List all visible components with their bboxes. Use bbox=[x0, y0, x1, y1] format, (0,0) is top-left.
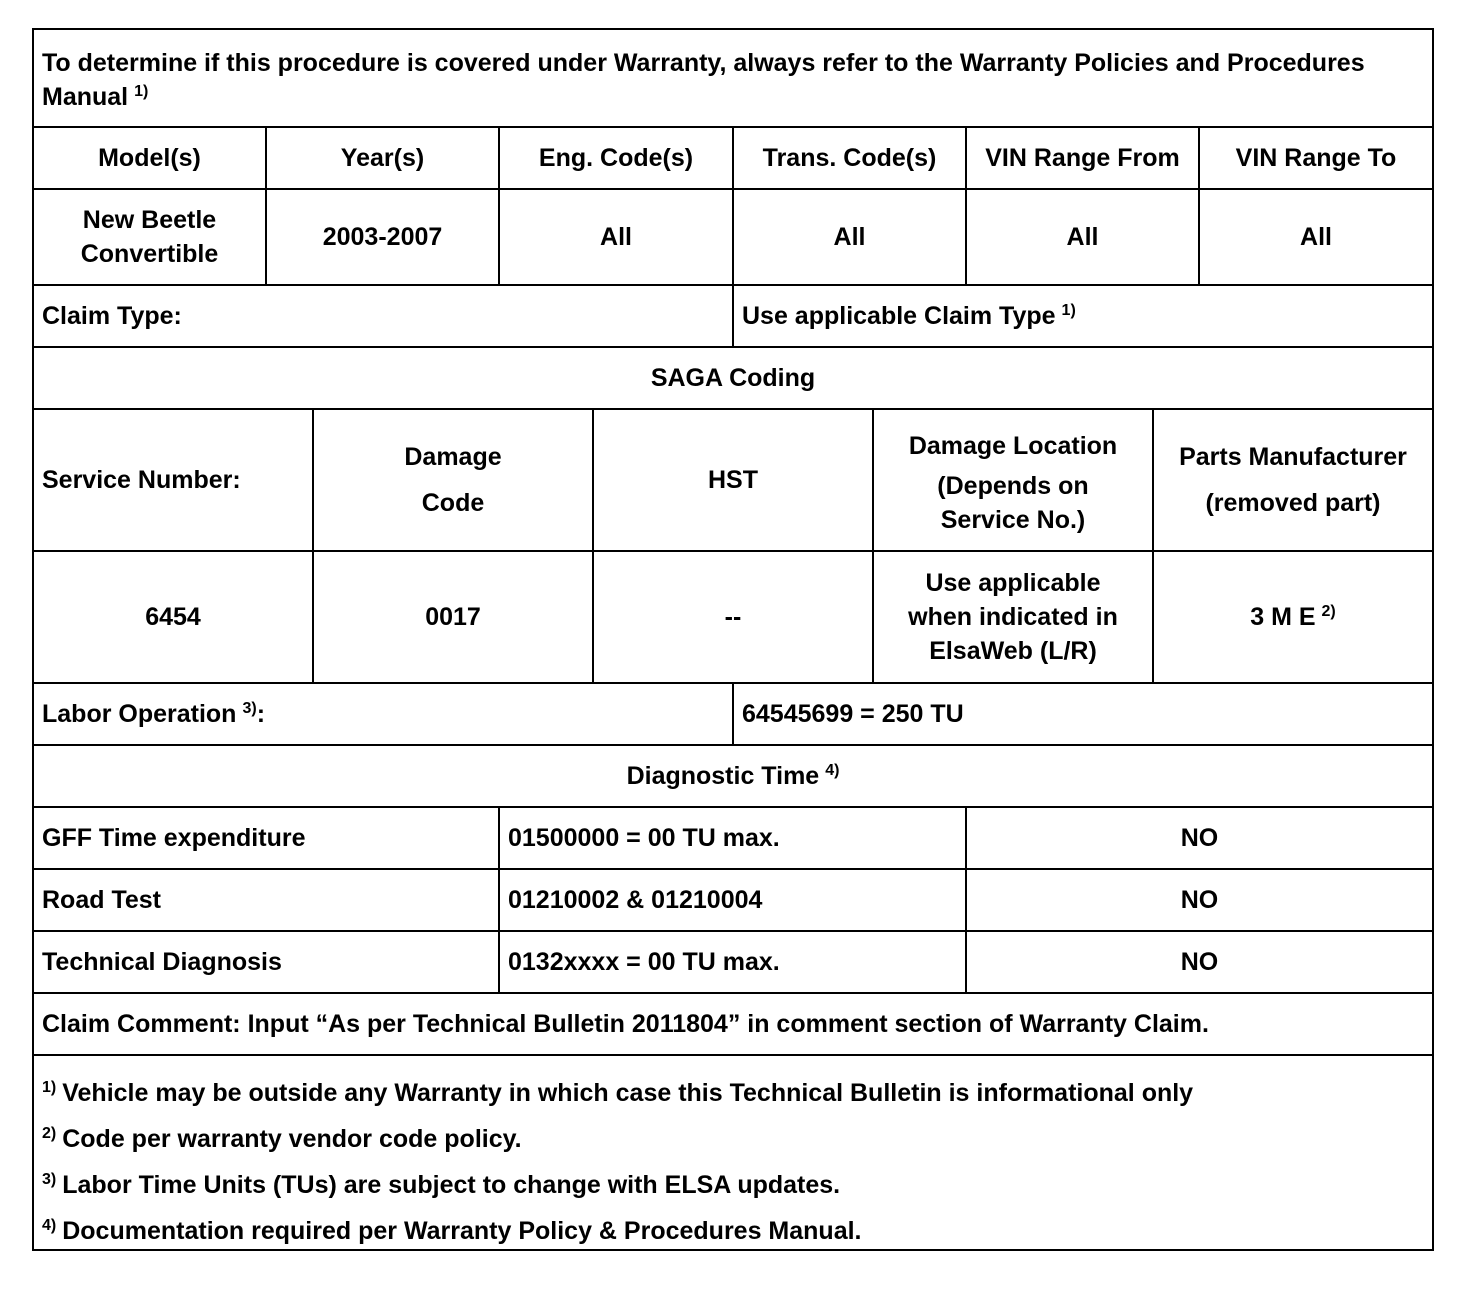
diagnostic-code: 01210002 & 01210004 bbox=[500, 870, 967, 930]
parts-manufacturer-header: Parts Manufacturer (removed part) bbox=[1179, 443, 1407, 517]
header-years: Year(s) bbox=[267, 128, 500, 188]
service-number-label: Service Number: bbox=[34, 410, 314, 550]
diagnostic-row bbox=[34, 932, 1432, 994]
saga-value-row bbox=[34, 552, 1432, 684]
labor-label: Labor Operation $^{3)}$: bbox=[34, 684, 734, 744]
hst-header: HST bbox=[594, 410, 874, 550]
diagnostic-value: NO bbox=[1180, 824, 1219, 852]
footnote: $^{3)}$ Labor Time Units (TUs) are subject to change with ELSA updates. bbox=[42, 1170, 841, 1199]
value-trans-codes: All bbox=[734, 190, 967, 284]
value-model bbox=[34, 190, 267, 284]
header-eng-codes: Eng. Code(s) bbox=[500, 128, 734, 188]
diagnostic-label: Technical Diagnosis bbox=[34, 932, 500, 992]
claim-comment-row bbox=[34, 994, 1432, 1056]
diagnostic-value: NO bbox=[1180, 948, 1219, 976]
header-trans-codes: Trans. Code(s) bbox=[734, 128, 967, 188]
value-eng-codes: All bbox=[500, 190, 734, 284]
value-years: 2003-2007 bbox=[267, 190, 500, 284]
diagnostic-label: Road Test bbox=[34, 870, 500, 930]
diagnostic-code: 0132xxxx = 00 TU max. bbox=[500, 932, 967, 992]
header-models: Model(s) bbox=[34, 128, 267, 188]
damage-code-header: Damage Code bbox=[314, 410, 594, 550]
claim-type-value: Use applicable Claim Type $^{1)}$ bbox=[742, 301, 1076, 330]
diagnostic-label: GFF Time expenditure bbox=[34, 808, 500, 868]
claim-comment: Claim Comment: Input “As per Technical Bulletin 2011804” in comment section of Warranty Claim. bbox=[42, 1010, 1209, 1038]
labor-value: 64545699 = 250 TU bbox=[742, 700, 964, 728]
intro-text: To determine if this procedure is covered under Warranty, always refer to the Warranty Policies and Procedures Manual $^{1)}$ bbox=[42, 49, 1365, 111]
claim-type-row bbox=[34, 286, 1432, 348]
diagnostic-code: 01500000 = 00 TU max. bbox=[500, 808, 967, 868]
saga-title: SAGA Coding bbox=[650, 364, 816, 392]
diagnostic-title-row bbox=[34, 746, 1432, 808]
labor-row bbox=[34, 684, 1432, 746]
footnote: $^{1)}$ Vehicle may be outside any Warranty in which case this Technical Bulletin is informational only bbox=[42, 1078, 1194, 1107]
hst-value: -- bbox=[594, 552, 874, 682]
saga-title-row bbox=[34, 348, 1432, 410]
parts-manufacturer-value: 3 M E $^{2)}$ bbox=[1250, 602, 1336, 631]
intro-cell bbox=[34, 30, 1432, 126]
service-number-value: 6454 bbox=[34, 552, 314, 682]
claim-type-label: Claim Type: bbox=[34, 286, 734, 346]
diagnostic-value: NO bbox=[1180, 886, 1219, 914]
diagnostic-title: Diagnostic Time $^{4)}$ bbox=[626, 761, 840, 790]
value-vin-to: All bbox=[1300, 223, 1332, 251]
footnotes bbox=[34, 1056, 1432, 1249]
intro-row bbox=[34, 30, 1432, 128]
damage-code-value: 0017 bbox=[314, 552, 594, 682]
footnote-list bbox=[42, 1070, 1193, 1254]
footnote: $^{2)}$ Code per warranty vendor code policy. bbox=[42, 1124, 522, 1153]
vehicle-header-row bbox=[34, 128, 1432, 190]
header-vin-to: VIN Range To bbox=[1235, 144, 1397, 172]
diagnostic-row bbox=[34, 808, 1432, 870]
model-line-2: Convertible bbox=[80, 240, 219, 268]
vehicle-value-row bbox=[34, 190, 1432, 286]
value-vin-from: All bbox=[967, 190, 1200, 284]
diagnostic-row bbox=[34, 870, 1432, 932]
damage-location-value: Use applicable when indicated in ElsaWeb (L/R) bbox=[874, 552, 1154, 682]
warranty-table bbox=[32, 28, 1434, 1251]
model-line-1: New Beetle bbox=[82, 206, 217, 234]
footnote: $^{4)}$ Documentation required per Warranty Policy & Procedures Manual. bbox=[42, 1216, 862, 1245]
saga-header-row bbox=[34, 410, 1432, 552]
header-vin-from: VIN Range From bbox=[967, 128, 1200, 188]
damage-location-header: Damage Location (Depends on Service No.) bbox=[874, 410, 1154, 550]
